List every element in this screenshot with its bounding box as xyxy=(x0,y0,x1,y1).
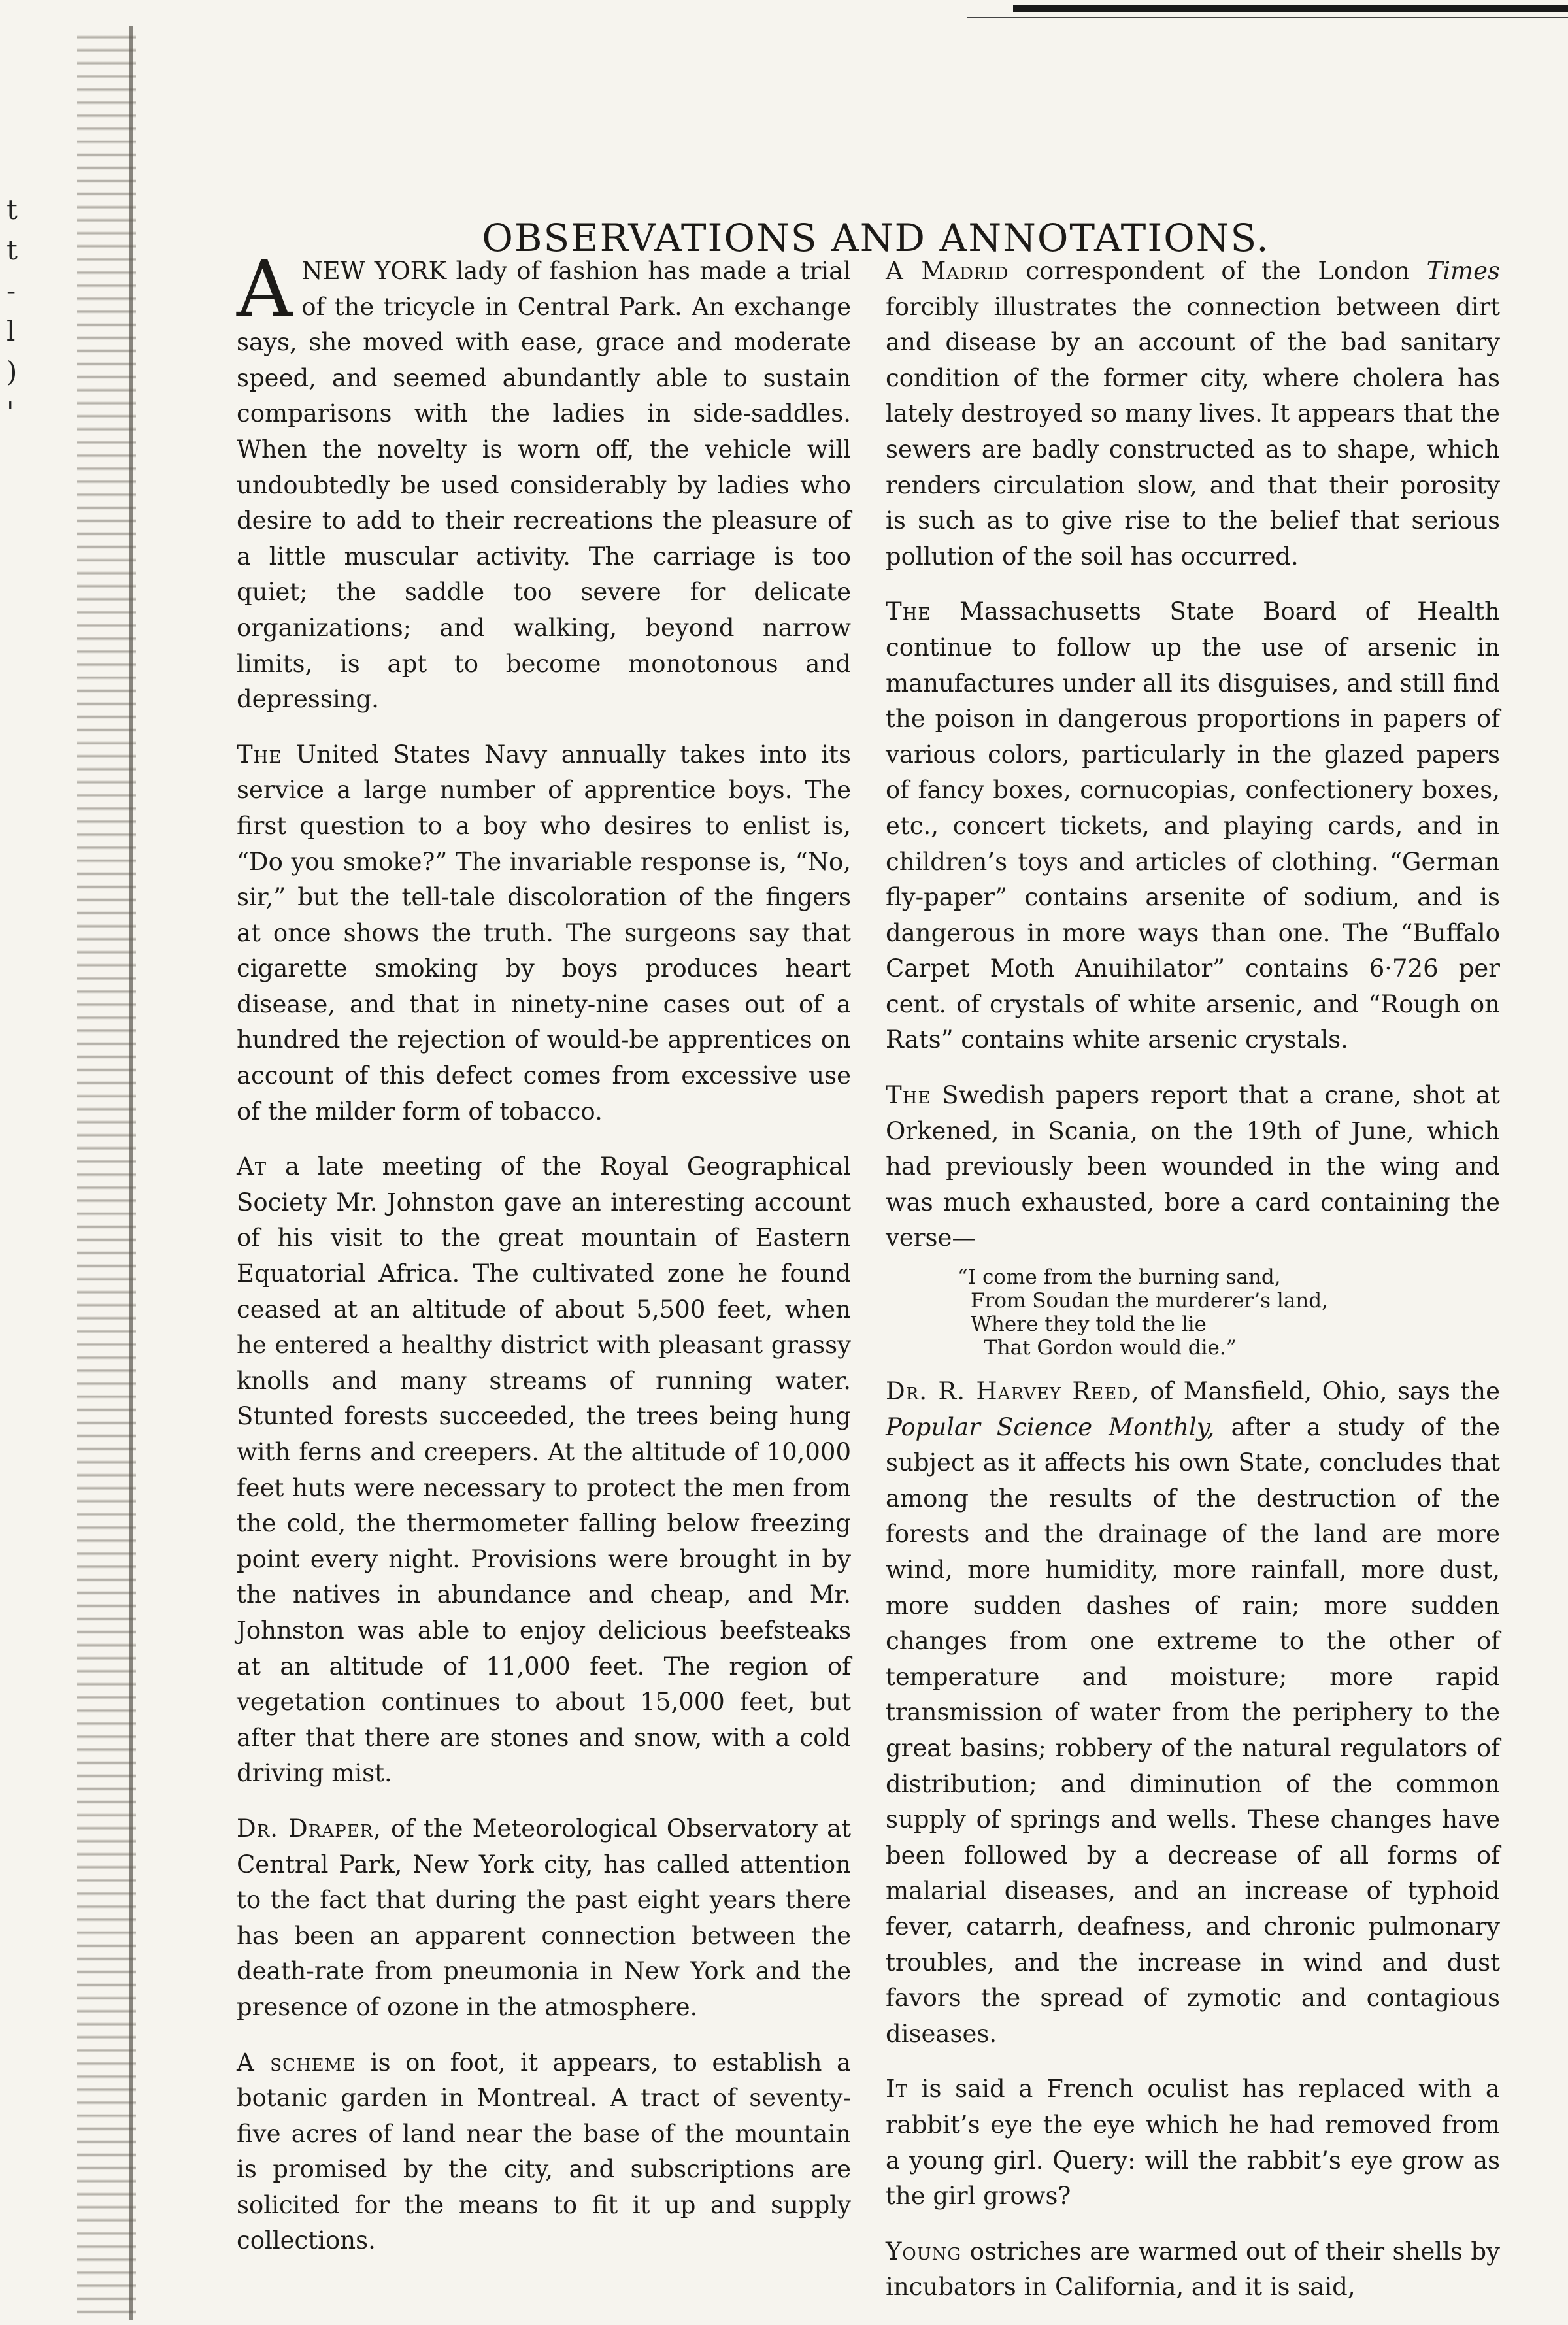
article-massachusetts xyxy=(886,594,1500,1058)
article-text: Swedish papers report that a crane, shot at Orkened, in Scania, on the 19th of June, which had previously been wounded in the wing and was much exhausted, bore a card containing the verse— xyxy=(886,1081,1501,1252)
article-lead: A scheme xyxy=(237,2048,356,2077)
verse-line: From Soudan the murderer’s land, xyxy=(971,1289,1328,1313)
article-text: NEW YORK lady of fashion has made a trial of the tricycle in Central Park. An exchange says, she moved with ease, grace and moderate speed, and seemed abundantly able to sustain comparisons with the ladies in side-saddles. When the novelty is worn off, the vehicle will undoubtedly be used considerably by ladies who desire to add to their recreations the pleasure of a little muscular activity. The carriage is too quiet; the saddle too severe for delicate organizations; and walking, beyond narrow limits, is apt to become monotonous and depressing. xyxy=(237,257,851,714)
article-lead: Dr. R. Harvey Reed, xyxy=(886,1377,1140,1406)
article-lead: Young xyxy=(886,2237,962,2266)
left-column xyxy=(237,244,852,2279)
article-text: ostriches are warmed out of their shells by incubators in California, and it is said, xyxy=(886,2237,1500,2301)
article-ostriches xyxy=(886,2234,1500,2305)
article-text: of Mansfield, Ohio, says the xyxy=(1150,1377,1501,1406)
verse-line: That Gordon would die.” xyxy=(984,1336,1237,1360)
article-navy xyxy=(237,737,851,1130)
article-tricycle xyxy=(237,244,851,718)
drop-cap: A xyxy=(237,244,293,334)
article-text: is on foot, it appears, to establish a botanic garden in Montreal. A tract of seventy-five acres of land near the base of the mountain is promised by the city, and subscriptions are solicited for the means to fit it up and supply collections. xyxy=(237,2048,852,2255)
article-lead: At xyxy=(237,1152,267,1181)
article-text: of the Meteorological Observatory at Central Park, New York city, has called attention to the fact that during the past eight years there has been an apparent connection between the death-rate from pneumonia in New York and the presence of ozone in the atmosphere. xyxy=(237,1814,851,2021)
article-swedish xyxy=(886,1078,1500,1256)
journal-title: Popular Science Monthly, xyxy=(886,1413,1215,1441)
article-lead: The xyxy=(237,740,282,769)
article-lead: The xyxy=(886,597,931,626)
article-text: a late meeting of the Royal Geographical Society Mr. Johnston gave an interesting account of his visit to the great mountain of Eastern Equatorial Africa. The cultivated zone he found ceased at an altitude of about 5,500 feet, when he entered a healthy district with pleasant grassy knolls and many streams of running water. Stunted forests succeeded, the trees being hung with ferns and creepers. At the altitude of 10,000 feet huts were necessary to protect the men from the cold, the thermometer falling below freezing point every night. Provisions were brought in by the natives in abundance and cheap, and Mr. Johnston was able to enjoy delicious beefsteaks at an altitude of 11,000 feet. The region of vegetation continues to about 15,000 feet, but after that there are stones and snow, with a cold driving mist. xyxy=(237,1152,852,1788)
margin-mark: l xyxy=(7,315,16,347)
top-rule xyxy=(1013,5,1568,12)
newspaper-title: Times xyxy=(1426,257,1500,285)
right-column xyxy=(886,254,1500,2325)
page-binding xyxy=(77,26,136,2320)
article-text: Massachusetts State Board of Health continue to follow up the use of arsenic in manufactures under all its disguises, and still find the poison in dangerous proportions in papers of various colors, particularly in the glazed papers of fancy boxes, cornucopias, confectionery boxes, etc., concert tickets, and playing cards, and in children’s toys and articles of clothing. “German fly-paper” contains arsenite of sodium, and is dangerous in more ways than one. The “Buffalo Carpet Moth Anuihilator” contains 6·726 per cent. of crystals of white arsenic, and “Rough on Rats” contains white arsenic crystals. xyxy=(886,597,1500,1054)
margin-marks xyxy=(7,190,33,433)
article-oculist xyxy=(886,2071,1500,2214)
article-reed xyxy=(886,1374,1500,2052)
top-rule-thin xyxy=(967,17,1568,18)
article-text: after a study of the subject as it affects his own State, concludes that among the results of the destruction of the forests and the drainage of the land are more wind, more humidity, more rainfall, more dust, more sudden dashes of rain; more sudden changes from one extreme to the other of temperature and moisture; more rapid transmission of water from the periphery to the great basins; robbery of the natural regulators of distribution; and diminution of the common supply of springs and wells. These changes have been followed by a decrease of all forms of malarial diseases, and an increase of typhoid fever, catarrh, deafness, and chronic pulmonary troubles, and the increase in wind and dust favors the spread of zymotic and contagious diseases. xyxy=(886,1413,1501,2048)
margin-mark: t xyxy=(7,193,18,226)
article-madrid xyxy=(886,254,1500,575)
margin-mark: ' xyxy=(7,396,14,428)
article-text: correspondent of the London xyxy=(1026,257,1410,285)
article-lead: A Madrid xyxy=(886,257,1009,285)
page-title: OBSERVATIONS AND ANNOTATIONS. xyxy=(482,215,1270,260)
margin-mark: t xyxy=(7,234,18,266)
article-lead: The xyxy=(886,1081,931,1110)
verse-block xyxy=(958,1265,1500,1360)
article-lead: Dr. Draper, xyxy=(237,1814,382,1843)
article-text: is said a French oculist has replaced with a rabbit’s eye the eye which he had removed from a young girl. Query: will the rabbit’s eye grow as the girl grows? xyxy=(886,2075,1500,2211)
margin-mark: - xyxy=(7,275,16,307)
margin-mark: ) xyxy=(7,356,18,388)
article-text: United States Navy annually takes into its service a large number of apprentice boys. The first question to a boy who desires to enlist is, “Do you smoke?” The invariable response is, “No, sir,” but the tell-tale discoloration of the fingers at once shows the truth. The surgeons say that cigarette smoking by boys produces heart disease, and that in ninety-nine cases out of a hundred the rejection of would-be apprentices on account of this defect comes from excessive use of the milder form of tobacco. xyxy=(237,740,852,1126)
article-montreal xyxy=(237,2045,851,2260)
page-binding-edge xyxy=(129,26,133,2320)
verse-line: Where they told the lie xyxy=(971,1313,1207,1337)
article-lead: It xyxy=(886,2075,908,2103)
verse-line: “I come from the burning sand, xyxy=(958,1265,1281,1290)
article-geographical xyxy=(237,1149,851,1792)
article-draper xyxy=(237,1811,851,2026)
article-text: forcibly illustrates the connection between dirt and disease by an account of the bad sanitary condition of the former city, where cholera has lately destroyed so many lives. It appears that the sewers are badly constructed as to shape, which renders circulation slow, and that their porosity is such as to give rise to the belief that serious pollution of the soil has occurred. xyxy=(886,292,1500,571)
